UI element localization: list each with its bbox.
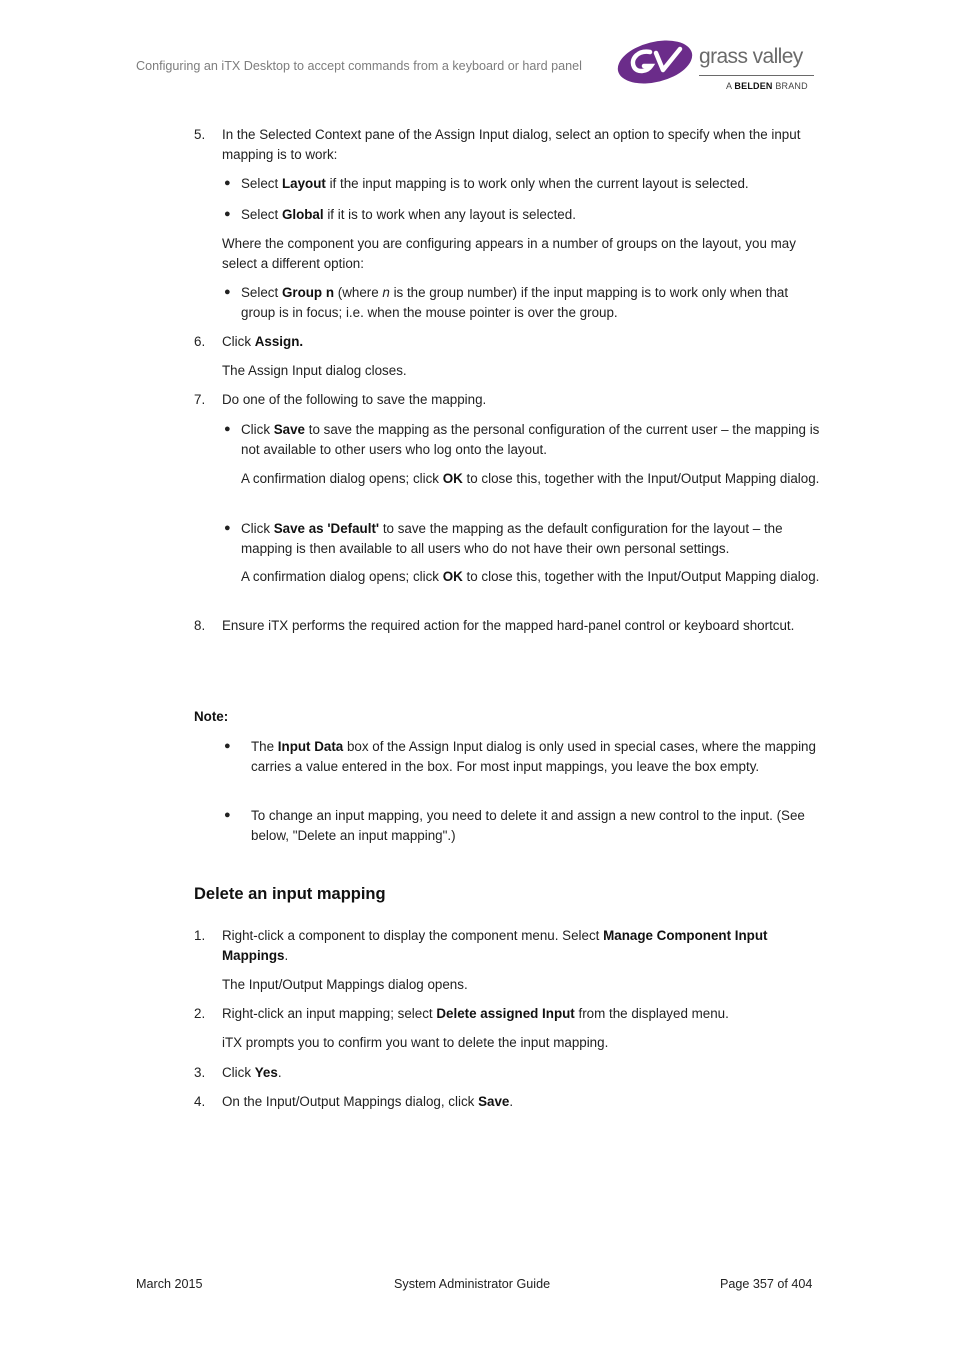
step-text: Click Yes. <box>222 1065 282 1080</box>
step-number: 3. <box>194 1065 206 1080</box>
footer-guide-title: System Administrator Guide <box>394 1277 551 1291</box>
gv-logo-icon <box>616 39 698 85</box>
step-text: Right-click an input mapping; select Delete assigned Input from the displayed menu. <box>222 1006 729 1021</box>
bullet-icon: ● <box>224 423 231 435</box>
bullet-icon: ● <box>224 522 231 534</box>
step-number: 2. <box>194 1006 206 1021</box>
section-heading: Delete an input mapping <box>194 885 386 903</box>
step-result: The Input/Output Mappings dialog opens. <box>222 977 468 992</box>
logo-underline <box>699 75 814 76</box>
running-header: Configuring an iTX Desktop to accept commands from a keyboard or hard panel <box>136 59 582 73</box>
step-number: 7. <box>194 392 206 407</box>
note-text: The Input Data box of the Assign Input dialog is only used in special cases, where the mapping carries a value entered in the box. For most input mappings, you leave the box empty. <box>251 739 816 774</box>
step-number: 5. <box>194 127 206 142</box>
bullet-icon: ● <box>224 286 231 298</box>
step-number: 8. <box>194 618 206 633</box>
bullet-icon: ● <box>224 177 231 189</box>
logo-wordmark: grass valley <box>699 45 803 68</box>
bullet-note: A confirmation dialog opens; click OK to close this, together with the Input/Output Mapping dialog. <box>241 569 820 584</box>
bullet-text: Select Group n (where n is the group number) if the input mapping is to work only when that group is in focus; i.e. when the mouse pointer is over the group. <box>241 285 789 320</box>
bullet-note: A confirmation dialog opens; click OK to close this, together with the Input/Output Mapping dialog. <box>241 471 820 486</box>
step-text: Do one of the following to save the mapping. <box>222 392 487 407</box>
logo-tagline: A BELDEN BRAND <box>726 81 808 91</box>
bullet-text: Select Global if it is to work when any layout is selected. <box>241 207 576 222</box>
note-label: Note: <box>194 709 229 724</box>
paragraph: Where the component you are configuring appears in a number of groups on the layout, you may select a different option: <box>222 236 796 271</box>
footer-date: March 2015 <box>136 1277 203 1291</box>
bullet-text: Click Save to save the mapping as the personal configuration of the current user – the mapping is not available to other users who log onto the layout. <box>241 422 820 457</box>
step-text: Right-click a component to display the component menu. Select Manage Component Input Mappings. <box>222 928 768 963</box>
step-number: 6. <box>194 334 206 349</box>
step-text: Click Assign. <box>222 334 304 349</box>
bullet-text: Click Save as 'Default' to save the mapping as the default configuration for the layout – the mapping is then available to all users who do not have their own personal settings. <box>241 521 783 556</box>
step-number: 1. <box>194 928 206 943</box>
bullet-icon: ● <box>224 208 231 220</box>
bullet-icon: ● <box>224 740 231 752</box>
step-result: iTX prompts you to confirm you want to delete the input mapping. <box>222 1035 609 1050</box>
bullet-icon: ● <box>224 809 231 821</box>
step-result: The Assign Input dialog closes. <box>222 363 407 378</box>
note-text: To change an input mapping, you need to delete it and assign a new control to the input. (See below, "Delete an input mapping".) <box>251 808 805 843</box>
step-text: In the Selected Context pane of the Assign Input dialog, select an option to specify when the input mapping is to work: <box>222 127 801 162</box>
step-number: 4. <box>194 1094 206 1109</box>
step-text: On the Input/Output Mappings dialog, click Save. <box>222 1094 514 1109</box>
bullet-text: Select Layout if the input mapping is to work only when the current layout is selected. <box>241 176 749 191</box>
footer-page-number: Page 357 of 404 <box>720 1277 813 1291</box>
grass-valley-logo <box>616 37 816 91</box>
step-text: Ensure iTX performs the required action for the mapped hard-panel control or keyboard shortcut. <box>222 618 795 633</box>
